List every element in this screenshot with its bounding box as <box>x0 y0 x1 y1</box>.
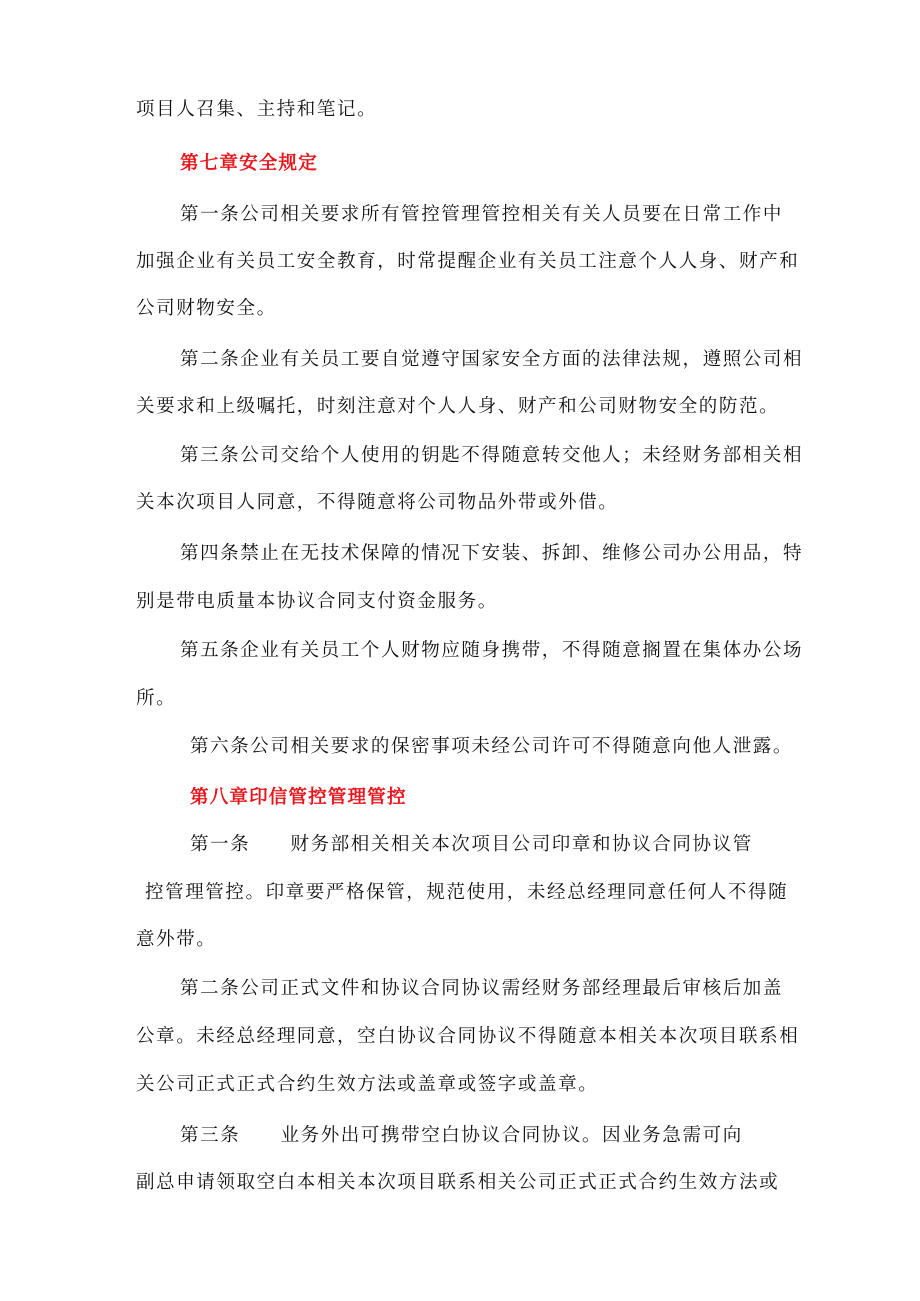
paragraph-line: 第一条公司相关要求所有管控管理管控相关有关人员要在日常工作中 <box>180 204 784 225</box>
paragraph-line: 关要求和上级嘱托，时刻注意对个人人身、财产和公司财物安全的防范。 <box>136 396 780 417</box>
paragraph-line: 第三条 业务外出可携带空白协议合同协议。因业务急需可向 <box>180 1125 743 1146</box>
chapter-heading-7: 第七章安全规定 <box>180 153 318 174</box>
paragraph-line: 第五条企业有关员工个人财物应随身携带，不得随意搁置在集体办公场 <box>180 640 804 661</box>
paragraph-line: 第六条公司相关要求的保密事项未经公司许可不得随意向他人泄露。 <box>190 736 794 757</box>
paragraph-line: 项目人召集、主持和笔记。 <box>136 99 378 120</box>
chapter-heading-8: 第八章印信管控管理管控 <box>190 787 407 808</box>
paragraph-line: 第三条公司交给个人使用的钥匙不得随意转交他人；未经财务部相关相 <box>180 445 804 466</box>
paragraph-line: 公章。未经总经理同意，空白协议合同协议不得随意本相关本次项目联系相 <box>136 1026 800 1047</box>
paragraph-line: 副总申请领取空白本相关本次项目联系相关公司正式正式合约生效方法或 <box>136 1172 780 1193</box>
paragraph-line: 意外带。 <box>136 929 217 950</box>
paragraph-line: 第二条企业有关员工要自觉遵守国家安全方面的法律法规，遵照公司相 <box>180 349 804 370</box>
paragraph-line: 加强企业有关员工安全教育，时常提醒企业有关员工注意个人人身、财产和 <box>136 251 800 272</box>
paragraph-line: 第四条禁止在无技术保障的情况下安装、拆卸、维修公司办公用品，特 <box>180 543 804 564</box>
paragraph-line: 所。 <box>136 688 177 709</box>
paragraph-line: 公司财物安全。 <box>136 298 277 319</box>
paragraph-line: 控管理管控。印章要严格保管，规范使用，未经总经理同意任何人不得随 <box>145 882 789 903</box>
paragraph-line: 第一条 财务部相关相关本次项目公司印章和协议合同协议管 <box>190 834 753 855</box>
paragraph-line: 关本次项目人同意，不得随意将公司物品外带或外借。 <box>136 492 619 513</box>
paragraph-line: 关公司正式正式合约生效方法或盖章或签字或盖章。 <box>136 1074 599 1095</box>
paragraph-line: 第二条公司正式文件和协议合同协议需经财务部经理最后审核后加盖 <box>180 978 784 999</box>
paragraph-line: 别是带电质量本协议合同支付资金服务。 <box>136 591 498 612</box>
